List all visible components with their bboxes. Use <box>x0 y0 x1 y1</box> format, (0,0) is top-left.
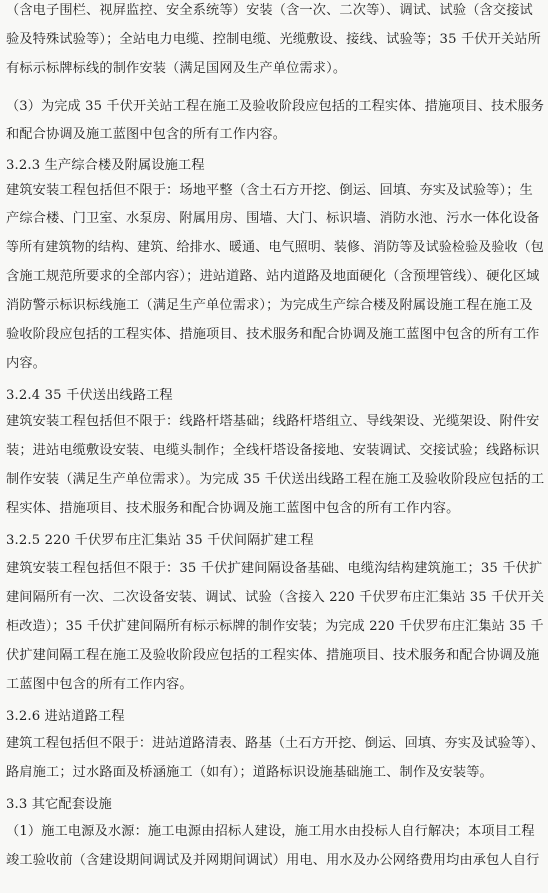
section-heading: 3.2.4 35 千伏送出线路工程 <box>6 388 173 403</box>
text-line: 和配合协调及施工蓝图中包含的所有工作内容。 <box>6 127 287 142</box>
text-line: 路肩施工；过水路面及桥涵施工（如有）；道路标识设施基础施工、制作及安装等。 <box>6 765 493 780</box>
text-line: 建筑安装工程包括但不限于：35 千伏扩建间隔设备基础、电缆沟结构建筑施工；35 千伏扩 <box>6 561 543 576</box>
text-line: 制作安装（满足生产单位需求）。为完成 35 千伏送出线路工程在施工及验收阶段应包括的工 <box>6 472 545 487</box>
text-line: 装；进站电缆敷设安装、电缆头制作；全线杆塔设备接地、安装调试、交接试验；线路标识 <box>6 443 540 458</box>
text-line: 产综合楼、门卫室、水泵房、附属用房、围墙、大门、标识墙、消防水池、污水一体化设备 <box>6 211 540 226</box>
text-line: 竣工验收前（含建设期间调试及并网期间调试）用电、用水及办公网络费用均由承包人自行 <box>6 853 540 868</box>
text-line: 等所有建筑物的结构、建筑、给排水、暖通、电气照明、装修、消防等及试验检验及验收（包 <box>6 240 544 255</box>
text-line: 内容。 <box>6 356 47 371</box>
section-heading: 3.3 其它配套设施 <box>6 797 112 812</box>
text-line: 验收阶段应包括的工程实体、措施项目、技术服务和配合协调及施工蓝图中包含的所有工作 <box>6 327 540 342</box>
text-line: 工蓝图中包含的所有工作内容。 <box>6 677 193 692</box>
text-line: 伏扩建间隔工程在施工及验收阶段应包括的工程实体、措施项目、技术服务和配合协调及施 <box>6 648 540 663</box>
section-heading: 3.2.3 生产综合楼及附属设施工程 <box>6 158 205 173</box>
text-line: （1）施工电源及水源：施工电源由招标人建设，施工用水由投标人自行解决；本项目工程 <box>6 824 535 839</box>
text-line: 验及特殊试验等）；全站电力电缆、控制电缆、光缆敷设、接线、试验等；35 千伏开关站所 <box>6 32 541 47</box>
text-line: 建筑工程包括但不限于：进站道路清表、路基（土石方开挖、倒运、回填、夯实及试验等）、 <box>6 736 545 751</box>
text-line: 建筑安装工程包括但不限于：场地平整（含土石方开挖、倒运、回填、夯实及试验等）；生 <box>6 183 533 198</box>
text-line: 程实体、措施项目、技术服务和配合协调及施工蓝图中包含的所有工作内容。 <box>6 501 460 516</box>
text-line: 柜改造）；35 千伏扩建间隔所有标示标牌的制作安装；为完成 220 千伏罗布庄汇集站 35 千 <box>6 619 544 634</box>
text-line: 含施工规范所要求的全部内容）；进站道路、站内道路及地面硬化（含预埋管线）、硬化区域 <box>6 269 540 284</box>
text-line: 建筑安装工程包括但不限于：线路杆塔基础；线路杆塔组立、导线架设、光缆架设、附件安 <box>6 414 540 429</box>
section-heading: 3.2.5 220 千伏罗布庄汇集站 35 千伏间隔扩建工程 <box>6 533 314 548</box>
text-line: 有标示标牌标线的制作安装（满足国网及生产单位需求）。 <box>6 61 347 76</box>
text-line: （含电子围栏、视屏监控、安全系统等）安装（含一次、二次等）、调试、试验（含交接试 <box>6 3 533 18</box>
text-line: 建间隔所有一次、二次设备安装、调试、试验（含接入 220 千伏罗布庄汇集站 35 千伏开关 <box>6 590 545 605</box>
section-heading: 3.2.6 进站道路工程 <box>6 709 125 724</box>
text-line: 消防警示标识标线施工（满足生产单位需求）；为完成生产综合楼及附属设施工程在施工及 <box>6 298 533 313</box>
text-line: （3）为完成 35 千伏开关站工程在施工及验收阶段应包括的工程实体、措施项目、技术服务 <box>6 99 545 114</box>
